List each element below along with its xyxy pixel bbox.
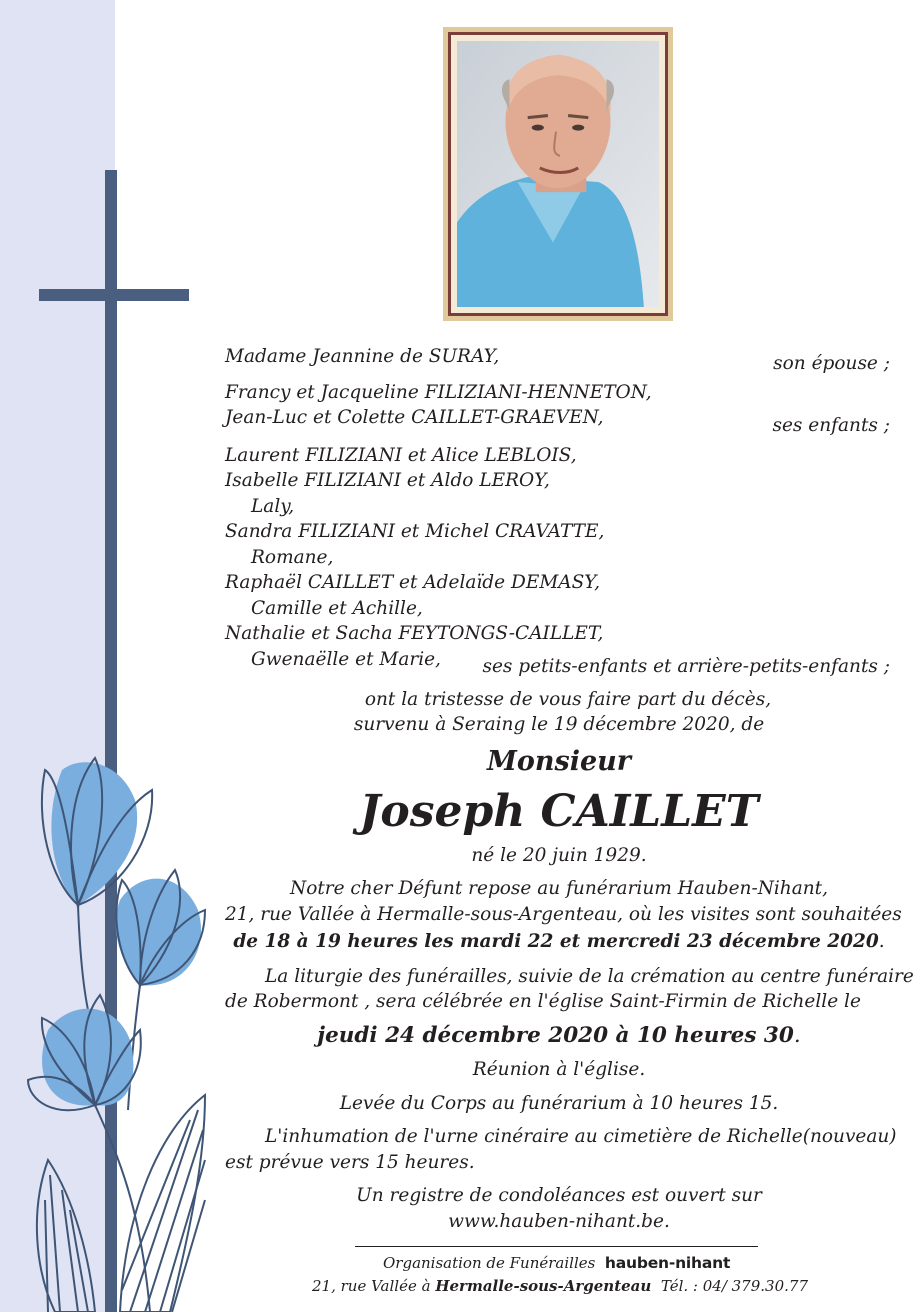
grandchild-name: Sandra FILIZIANI et Michel CRAVATTE,: [225, 521, 605, 542]
footer-address: [312, 1277, 808, 1295]
grandchildren-role: ses petits-enfants et arrière-petits-enfants ;: [482, 656, 890, 677]
deceased-name: Joseph CAILLET: [359, 786, 759, 837]
inhumation-line: est prévue vers 15 heures.: [225, 1152, 475, 1173]
spouse-role: son épouse ;: [773, 353, 890, 374]
announcement-line: survenu à Seraing le 19 décembre 2020, de: [353, 714, 765, 735]
liturgy-line: La liturgie des funérailles, suivie de la crémation au centre funéraire: [265, 966, 914, 987]
great-grandchild-name: Camille et Achille,: [251, 598, 423, 619]
footer-org-label: Organisation de Funérailles: [383, 1254, 596, 1272]
inhumation-line: L'inhumation de l'urne cinéraire au cimetière de Richelle(nouveau): [265, 1126, 897, 1147]
deceased-title: Monsieur: [486, 746, 632, 777]
great-grandchild-name: Romane,: [251, 547, 334, 568]
liturgy-date-text: jeudi 24 décembre 2020 à 10 heures 30: [317, 1023, 794, 1048]
brand-logo-text: hauben-nihant: [604, 1254, 731, 1272]
great-grandchild-name: Laly,: [251, 496, 295, 517]
visitation-hours-end: .: [878, 931, 885, 952]
great-grandchild-name: Gwenaëlle et Marie,: [251, 649, 441, 670]
visitation-hours-text: de 18 à 19 heures les mardi 22 et mercredi 23 décembre 2020: [233, 931, 879, 952]
cross-and-tulips-illustration: [0, 0, 230, 1312]
child-name: Jean-Luc et Colette CAILLET-GRAEVEN,: [225, 407, 604, 428]
child-name: Francy et Jacqueline FILIZIANI-HENNETON,: [225, 382, 652, 403]
liturgy-date-end: .: [793, 1023, 801, 1048]
birth-date: né le 20 juin 1929.: [471, 845, 647, 866]
condolences-line: Un registre de condoléances est ouvert sur: [356, 1185, 762, 1206]
liturgy-date: [200, 1022, 918, 1050]
levee-line: Levée du Corps au funérarium à 10 heures 15.: [339, 1093, 779, 1114]
footer-organisation: [383, 1254, 730, 1272]
condolences-website-link[interactable]: www.hauben-nihant.be.: [448, 1211, 670, 1232]
portrait-frame: [443, 27, 673, 321]
footer-address-prefix: 21, rue Vallée à: [312, 1277, 436, 1295]
grandchild-name: Laurent FILIZIANI et Alice LEBLOIS,: [225, 445, 577, 466]
visitation-hours: [200, 931, 918, 953]
liturgy-line: de Robermont , sera célébrée en l'église Saint-Firmin de Richelle le: [225, 991, 861, 1012]
visitation-line: Notre cher Défunt repose au funérarium Hauben-Nihant,: [290, 878, 828, 899]
meeting-line: Réunion à l'église.: [472, 1059, 646, 1080]
footer-address-town: Hermalle-sous-Argenteau: [435, 1277, 652, 1295]
footer-divider: [355, 1246, 758, 1247]
portrait-photo: [457, 41, 659, 307]
children-role: ses enfants ;: [772, 415, 890, 436]
spouse-name: Madame Jeannine de SURAY,: [225, 346, 500, 367]
footer-phone: Tél. : 04/ 379.30.77: [660, 1277, 808, 1295]
grandchild-name: Nathalie et Sacha FEYTONGS-CAILLET,: [225, 623, 604, 644]
grandchild-name: Raphaël CAILLET et Adelaïde DEMASY,: [225, 572, 601, 593]
grandchild-name: Isabelle FILIZIANI et Aldo LEROY,: [225, 470, 550, 491]
visitation-line: 21, rue Vallée à Hermalle-sous-Argenteau, où les visites sont souhaitées: [225, 904, 902, 925]
announcement-line: ont la tristesse de vous faire part du décès,: [364, 689, 772, 710]
